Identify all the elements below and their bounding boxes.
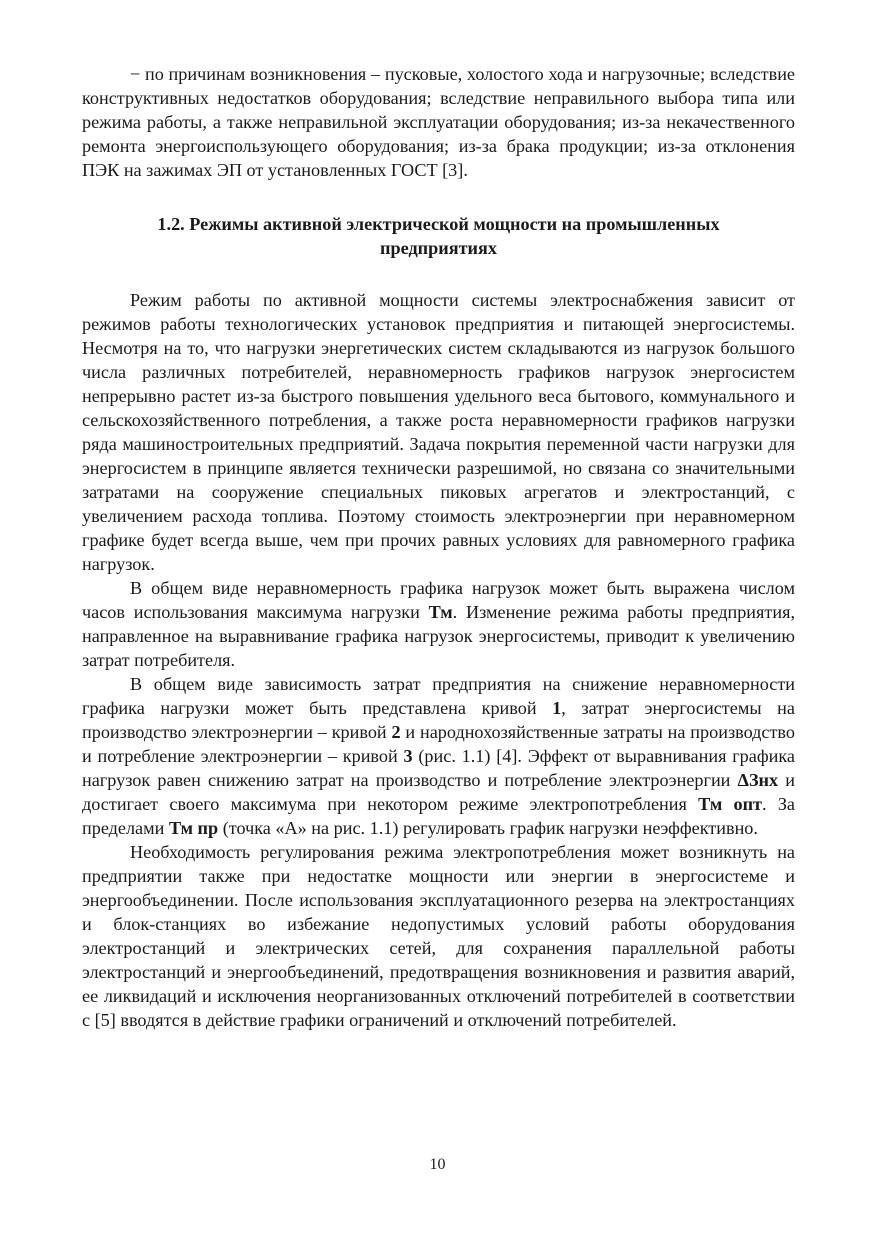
term-delta-znh: ΔЗнх bbox=[737, 770, 779, 790]
paragraph-3-text-g: (рис. 1.1) [4]. Эффект от выравнивания графика нагрузок равен снижению затрат на производство и потребление электроэнергии bbox=[82, 746, 795, 790]
paragraph-3-text-i: и достигает своего максимума при некотором режиме электропотребления bbox=[82, 770, 795, 814]
section-heading-line1: 1.2. Режимы активной электрической мощности на промышленных bbox=[157, 214, 720, 234]
paragraph-2-text-c: . Изменение режима работы предприятия, направленное на выравнивание графика нагрузок энергосистемы, приводит к увеличению затрат потребителя. bbox=[82, 602, 795, 670]
term-tm-opt: Тм опт bbox=[698, 794, 762, 814]
curve-3-label: 3 bbox=[403, 746, 413, 766]
paragraph-3-text-k: . За пределами bbox=[82, 794, 796, 838]
intro-paragraph: − по причинам возникновения – пусковые, холостого хода и нагрузочные; вследствие конструктивных недостатков оборудования; вследствие неправильного выбора типа или режима работы, а также неправильной эксплуатации оборудования; из-за некачественного ремонта энергоиспользующего оборудования; из-за брака продукции; из-за отклонения ПЭК на зажимах ЭП от установленных ГОСТ [3]. bbox=[82, 64, 795, 180]
paragraph-3-text-e: и народнохозяйственные затраты на производство и потребление электроэнергии – кривой bbox=[82, 722, 795, 766]
paragraph-4: Необходимость регулирования режима электропотребления может возникнуть на предприятии также при недостатке мощности или энергии в энергосистеме и энергообъединении. После использования эксплуатационного резерва на электростанциях и блок-станциях во избежание недопустимых условий работы оборудования электростанций и электрических сетей, для сохранения параллельной работы электростанций и энергообъединений, предотвращения возникновения и развития аварий, ее ликвидаций и исключения неорганизованных отключений потребителей в соответствии с [5] вводятся в действие графики ограничений и отключений потребителей. bbox=[82, 842, 795, 1030]
paragraph-2-text-a: В общем виде неравномерность графика нагрузок может быть выражена числом часов использования максимума нагрузки bbox=[82, 578, 795, 622]
paragraph-3-text-m: (точка «А» на рис. 1.1) регулировать график нагрузки неэффективно. bbox=[218, 818, 758, 838]
paragraph-3 bbox=[82, 672, 795, 840]
section-heading-line2: предприятиях bbox=[380, 238, 497, 258]
term-tm-pr: Тм пр bbox=[168, 818, 219, 838]
paragraph-3-text-a: В общем виде зависимость затрат предприятия на снижение неравномерности графика нагрузки может быть представлена кривой bbox=[82, 674, 795, 718]
paragraph-3-text-c: , затрат энергосистемы на производство электроэнергии – кривой bbox=[82, 698, 795, 742]
curve-2-label: 2 bbox=[391, 722, 401, 742]
paragraph-2 bbox=[82, 576, 795, 672]
curve-1-label: 1 bbox=[552, 698, 562, 718]
page-body bbox=[82, 62, 795, 1032]
term-tm: Тм bbox=[428, 602, 453, 622]
section-heading bbox=[82, 212, 795, 260]
page-number: 10 bbox=[429, 1156, 446, 1173]
paragraph-1: Режим работы по активной мощности системы электроснабжения зависит от режимов работы технологических установок предприятия и питающей энергосистемы. Несмотря на то, что нагрузки энергетических систем складываются из нагрузок большого числа различных потребителей, неравномерность графиков нагрузок энергосистем непрерывно растет из-за быстрого повышения удельного веса бытового, коммунального и сельскохозяйственного потребления, а также роста неравномерности графиков нагрузки ряда машиностроительных предприятий. Задача покрытия переменной части нагрузки для энергосистем в принципе является технически разрешимой, но связана со значительными затратами на сооружение специальных пиковых агрегатов и электростанций, с увеличением расхода топлива. Поэтому стоимость электроэнергии при неравномерном графике будет всегда выше, чем при прочих равных условиях для равномерного графика нагрузок. bbox=[82, 290, 795, 574]
